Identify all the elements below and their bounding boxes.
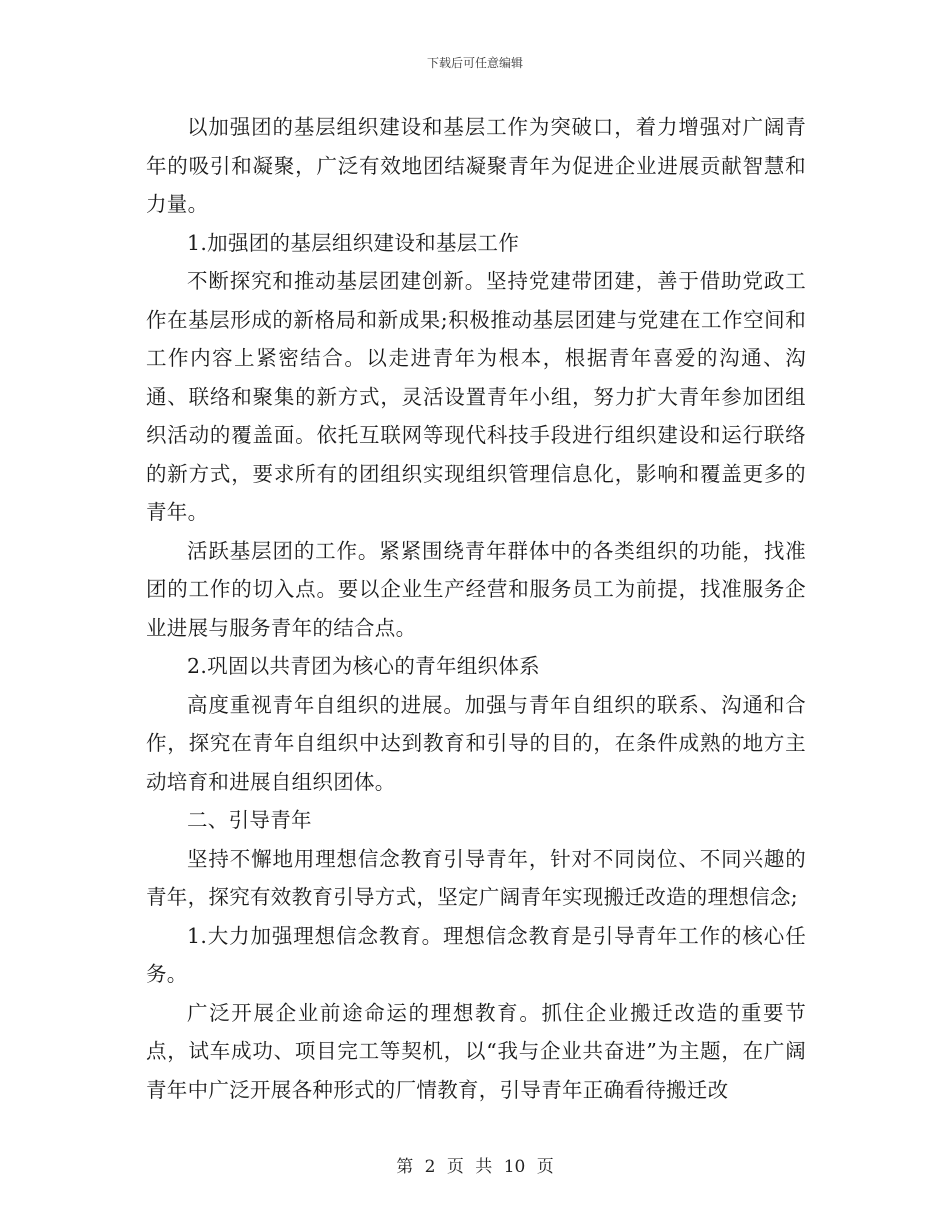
paragraph: 不断探究和推动基层团建创新。坚持党建带团建，善于借助党政工作在基层形成的新格局和新成果;积极推动基层团建与党建在工作空间和工作内容上紧密结合。以走进青年为根本，根据青年喜爱的沟通、沟通、联络和聚集的新方式，灵活设置青年小组，努力扩大青年参加团组织活动的覆盖面。依托互联网等现代科技手段进行组织建设和运行联络的新方式，要求所有的团组织实现组织管理信息化，影响和覆盖更多的青年。 — [146, 269, 806, 524]
page-number-footer: 第 2 页 共 10 页 — [396, 1157, 554, 1177]
paragraph: 以加强团的基层组织建设和基层工作为突破口，着力增强对广阔青年的吸引和凝聚，广泛有效地团结凝聚青年为促进企业进展贡献智慧和力量。 — [146, 115, 806, 216]
page-header-note: 下载后可任意编辑 — [426, 56, 523, 70]
section-heading: 2.巩固以共青团为核心的青年组织体系 — [187, 654, 540, 678]
paragraph: 1.大力加强理想信念教育。理想信念教育是引导青年工作的核心任务。 — [146, 923, 806, 986]
paragraph: 高度重视青年自组织的进展。加强与青年自组织的联系、沟通和合作，探究在青年自组织中达到教育和引导的目的，在条件成熟的地方主动培育和进展自组织团体。 — [146, 692, 806, 794]
section-heading: 二、引导青年 — [187, 808, 312, 832]
paragraph: 广泛开展企业前途命运的理想教育。抓住企业搬迁改造的重要节点，试车成功、项目完工等契机，以“我与企业共奋进”为主题，在广阔青年中广泛开展各种形式的厂情教育，引导青年正确看待搬迁改 — [146, 1000, 806, 1102]
document-body — [146, 108, 806, 1109]
paragraph: 坚持不懈地用理想信念教育引导青年，针对不同岗位、不同兴趣的青年，探究有效教育引导方式，坚定广阔青年实现搬迁改造的理想信念; — [146, 846, 806, 909]
paragraph: 活跃基层团的工作。紧紧围绕青年群体中的各类组织的功能，找准团的工作的切入点。要以企业生产经营和服务员工为前提，找准服务企业进展与服务青年的结合点。 — [146, 538, 806, 640]
section-heading: 1.加强团的基层组织建设和基层工作 — [187, 230, 520, 255]
